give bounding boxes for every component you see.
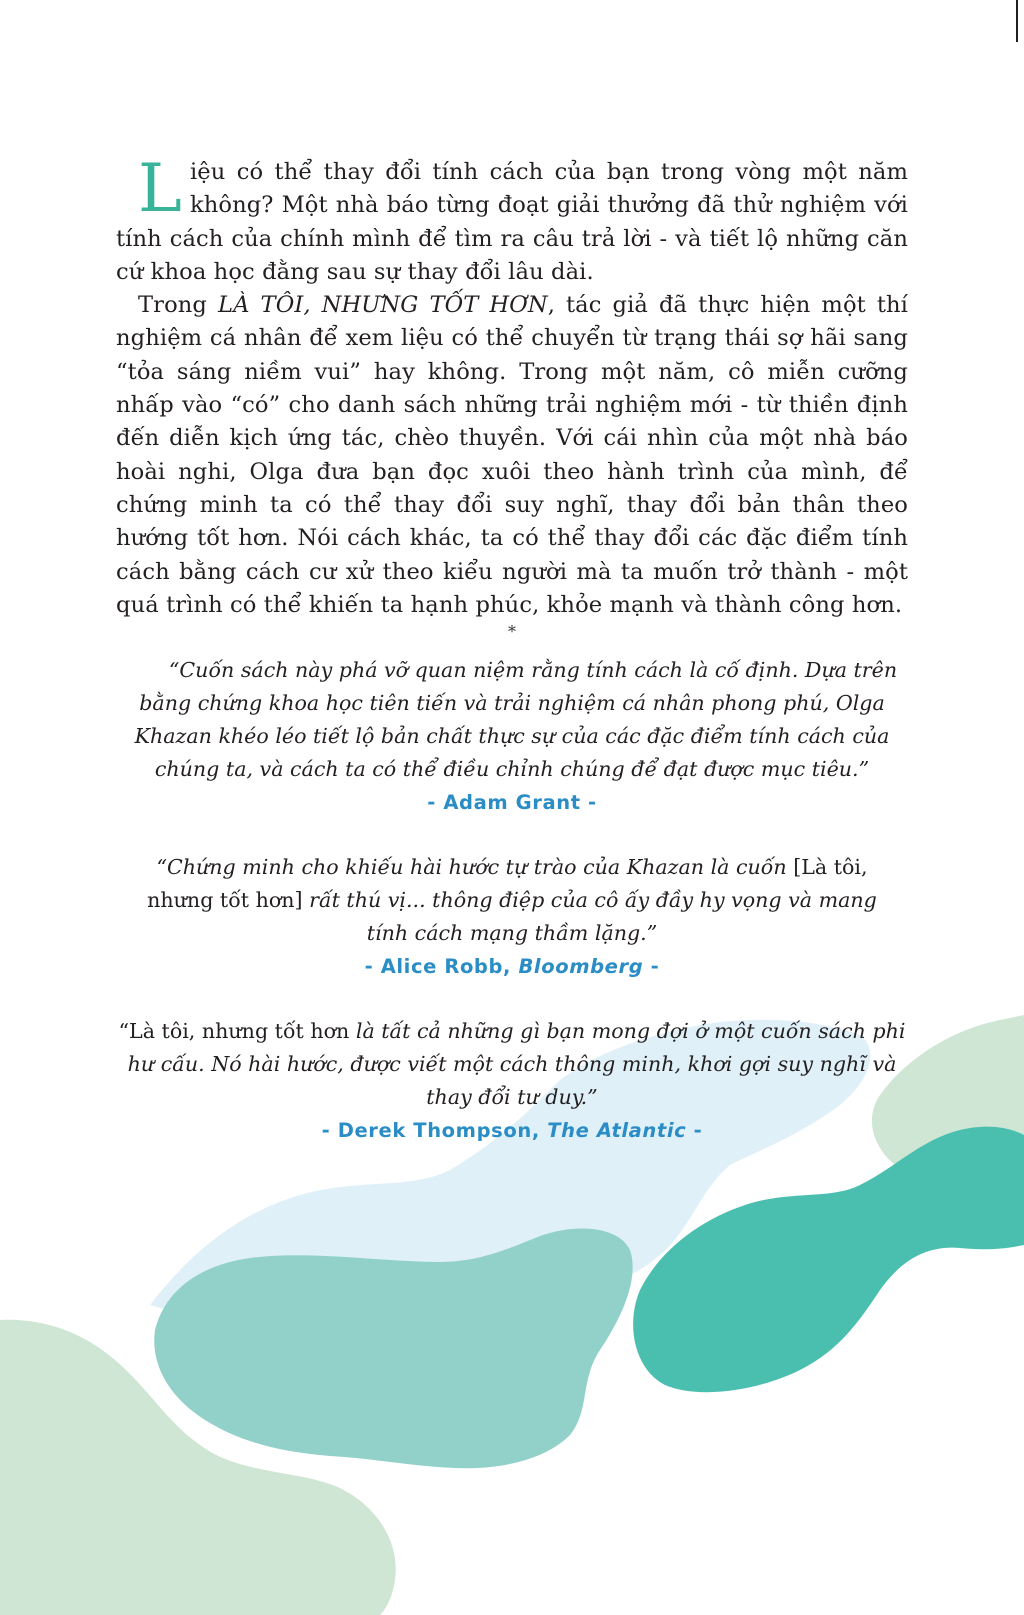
quote-adam-grant: “Cuốn sách này phá vỡ quan niệm rằng tính cách là cố định. Dựa trên bằng chứng khoa học tiên tiến và trải nghiệm cá nhân phong phú, Olga Khazan khéo léo tiết lộ bản chất thực sự của các đặc điểm tính cách của chúng ta, và cách ta có thể điều chỉnh chúng để đạt được mục tiêu.” <box>134 658 898 782</box>
quote-alice-robb-text-a: “Chứng minh cho khiếu hài hước tự trào của Khazan là cuốn <box>156 855 794 880</box>
attribution-alice-robb-name: - Alice Robb, <box>364 955 519 979</box>
book-title: LÀ TÔI, NHƯNG TỐT HƠN <box>218 292 548 319</box>
back-cover-content <box>116 150 908 1146</box>
attribution-alice-robb <box>116 952 908 982</box>
intro-paragraph <box>116 150 908 289</box>
attribution-adam-grant: - Adam Grant - <box>427 791 597 815</box>
quote-alice-robb-text-c: rất thú vị... thông điệp của cô ấy đầy hy vọng và mang tính cách mạng thầm lặng.” <box>302 888 877 946</box>
attribution-derek-thompson-source: The Atlantic <box>547 1119 687 1143</box>
blob-mint <box>154 1228 632 1468</box>
description-lead: Trong <box>138 292 218 319</box>
drop-cap-letter: L <box>138 150 182 227</box>
attribution-derek-thompson-end: - <box>686 1119 703 1143</box>
section-separator: * <box>508 622 516 642</box>
quote-derek-thompson-book: “Là tôi, nhưng tốt hơn <box>118 1019 350 1044</box>
attribution-alice-robb-source: Bloomberg <box>518 955 644 979</box>
quote-alice-robb <box>116 851 908 950</box>
attribution-alice-robb-end: - <box>643 955 660 979</box>
quote-derek-thompson-text: là tất cả những gì bạn mong đợi ở một cuốn sách phi hư cấu. Nó hài hước, được viết một cách thông minh, khơi gợi suy nghĩ và thay đổi tư duy.” <box>127 1019 906 1110</box>
description-text: , tác giả đã thực hiện một thí nghiệm cá nhân để xem liệu có thể chuyển từ trạng thái sợ hãi sang “tỏa sáng niềm vui” hay không. Trong một năm, cô miễn cưỡng nhấp vào “có” cho danh sách những trải nghiệm mới - từ thiền định đến diễn kịch ứng tác, chèo thuyền. Với cái nhìn của một nhà báo hoài nghi, Olga đưa bạn đọc xuôi theo hành trình của mình, để chứng minh ta có thể thay đổi suy nghĩ, thay đổi bản thân theo hướng tốt hơn. Nói cách khác, ta có thể thay đổi các đặc điểm tính cách bằng cách cư xử theo kiểu người mà ta muốn trở thành - một quá trình có thể khiến ta hạnh phúc, khỏe mạnh và thành công hơn. <box>116 292 908 618</box>
description-paragraph <box>116 289 908 622</box>
attribution-derek-thompson-name: - Derek Thompson, <box>321 1119 548 1143</box>
quote-derek-thompson <box>116 1015 908 1114</box>
quote-alice-robb-book: [Là tôi, nhưng tốt hơn] <box>147 855 868 913</box>
intro-text: iệu có thể thay đổi tính cách của bạn trong vòng một năm không? Một nhà báo từng đoạt giải thưởng đã thử nghiệm với tính cách của chính mình để tìm ra câu trả lời - và tiết lộ những căn cứ khoa học đằng sau sự thay đổi lâu dài. <box>116 159 908 285</box>
attribution-derek-thompson <box>116 1116 908 1146</box>
